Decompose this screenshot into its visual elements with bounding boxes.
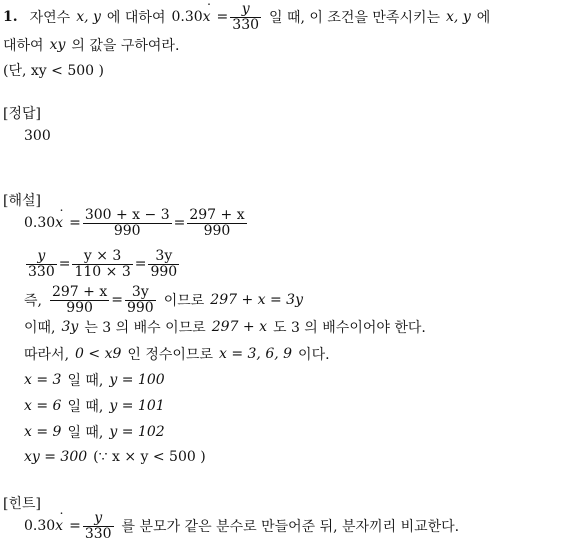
solution-fraction xyxy=(26,249,57,279)
solution-text: 이때, xyxy=(24,320,56,336)
hint-repeating-decimal xyxy=(24,518,63,534)
problem-text-1d: 에 xyxy=(476,10,491,27)
solution-step-1: 0.30˙ x = $\frac{300 + x - 3}{990}$ = $\frac{297 + x}{990}$ xyxy=(24,208,249,238)
solution-step-4 xyxy=(24,317,426,337)
hint-label: [힌트] xyxy=(3,496,41,512)
case-result: y = 101 xyxy=(109,398,165,414)
problem-repeating-decimal xyxy=(171,9,210,25)
solution-expression: 297 + x xyxy=(211,319,267,335)
fraction-denominator: 990 xyxy=(66,299,93,316)
solution-label: [해설] xyxy=(3,193,41,209)
fraction-numerator: 3y xyxy=(148,249,179,265)
solution-values: x = 3, 6, 9 xyxy=(218,346,293,362)
fraction-denominator: 330 xyxy=(28,263,55,280)
solution-text: 따라서, xyxy=(24,347,70,363)
case-result: y = 102 xyxy=(109,424,165,440)
solution-step-5 xyxy=(24,344,330,364)
case-condition: x = 6 xyxy=(24,398,62,414)
final-result: xy = 300 xyxy=(24,449,88,465)
problem-line-2 xyxy=(3,35,179,55)
answer-label: [정답] xyxy=(3,106,41,122)
hint-fraction xyxy=(83,511,114,541)
solution-repeating-decimal xyxy=(24,215,63,231)
decimal-prefix: 0.30 xyxy=(24,215,56,232)
solution-equation: 297 + x = 3y xyxy=(210,292,303,309)
solution-text: 즉, xyxy=(24,293,42,310)
fraction-denominator: 330 xyxy=(232,16,260,33)
problem-condition: (단, xy < 500 ) xyxy=(3,63,104,79)
decimal-repeat-digit: ˙ x xyxy=(55,215,63,231)
case-condition: x = 3 xyxy=(24,372,62,388)
answer-value: 300 xyxy=(24,128,51,144)
fraction-numerator: y × 3 xyxy=(72,249,132,265)
fraction-denominator: 330 xyxy=(84,525,112,542)
solution-fraction xyxy=(125,285,156,315)
solution-text: 인 정수이므로 xyxy=(127,347,213,363)
problem-text-2b: 의 값을 구하여라. xyxy=(71,38,180,54)
problem-vars-xy: x, y xyxy=(76,9,101,26)
solution-text: 는 3 의 배수 이므로 xyxy=(84,320,206,336)
solution-variable: 3y xyxy=(61,319,79,335)
solution-case-3 xyxy=(24,422,165,442)
problem-var-xy: xy xyxy=(49,37,66,53)
decimal-repeat-digit: ˙ x xyxy=(55,518,63,534)
solution-fraction xyxy=(72,249,132,279)
solution-case-2 xyxy=(24,396,165,416)
problem-vars-xy-2: x, y xyxy=(446,9,471,26)
solution-text: 이므로 xyxy=(163,293,205,310)
solution-fraction xyxy=(50,285,109,315)
solution-text: 이다. xyxy=(298,347,330,363)
fraction-numerator: y xyxy=(26,249,57,265)
solution-text: 일 때, xyxy=(67,425,104,441)
problem-text-1b: 에 대하여 xyxy=(106,10,166,27)
fraction-denominator: 990 xyxy=(203,222,231,239)
fraction-denominator: 990 xyxy=(126,299,154,316)
case-condition: x = 9 xyxy=(24,424,62,440)
solution-step-3: 즉, $\frac{297 + x}{990}$ = $\frac{3y}{990}$ 이므로 297 + x = 3y xyxy=(24,284,303,316)
solution-fraction xyxy=(83,208,172,238)
decimal-prefix: 0.30 xyxy=(171,9,203,26)
problem-text-1a: 자연수 xyxy=(29,10,71,27)
fraction-numerator: y xyxy=(83,511,114,527)
equals-sign: = xyxy=(216,9,229,26)
case-result: y = 100 xyxy=(109,372,165,388)
fraction-denominator: 110 × 3 xyxy=(74,263,131,280)
decimal-prefix: 0.30 xyxy=(24,518,56,535)
problem-text-1c: 일 때, 이 조건을 만족시키는 xyxy=(269,10,441,27)
solution-final xyxy=(24,449,206,465)
solution-fraction xyxy=(187,208,246,238)
fraction-numerator: 300 + x − 3 xyxy=(84,207,170,223)
problem-line-1 xyxy=(3,2,490,32)
solution-text: 일 때, xyxy=(67,399,104,415)
fraction-numerator: y xyxy=(230,2,261,18)
fraction-denominator: 990 xyxy=(150,263,178,280)
fraction-numerator: 3y xyxy=(125,285,156,301)
solution-inequality: 0 < x9 xyxy=(75,346,122,362)
fraction-numerator: 297 + x xyxy=(189,207,245,223)
solution-text: 일 때, xyxy=(67,373,104,389)
solution-case-1 xyxy=(24,370,165,390)
hint-line: 0.30˙ x = $\frac{y}{330}$ 를 분모가 같은 분수로 만들어준 뒤, 분자끼리 비교한다. xyxy=(24,511,459,541)
fraction-denominator: 990 xyxy=(113,222,141,239)
solution-fraction xyxy=(148,249,179,279)
problem-number: 1. xyxy=(3,9,18,26)
decimal-repeat-digit: ˙ x xyxy=(203,9,211,25)
problem-text-2a: 대하여 xyxy=(3,38,44,54)
solution-text: 도 3 의 배수이어야 한다. xyxy=(272,320,426,336)
problem-fraction xyxy=(230,2,261,32)
final-note: (∵ x × y < 500 ) xyxy=(93,449,206,465)
fraction-numerator: 297 + x xyxy=(51,284,108,300)
solution-step-2: $\frac{y}{330}$ = $\frac{y \times 3}{110 \times 3}$ = $\frac{3y}{990}$ xyxy=(28,248,178,280)
hint-text: 를 분모가 같은 분수로 만들어준 뒤, 분자끼리 비교한다. xyxy=(121,519,460,536)
